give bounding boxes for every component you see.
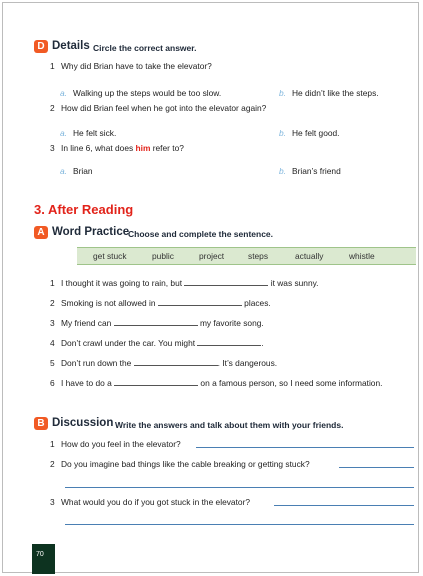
word-practice-instruction: Choose and complete the sentence. — [128, 229, 274, 239]
discussion-answer-line[interactable] — [65, 487, 414, 488]
answer-blank[interactable] — [184, 277, 268, 286]
highlighted-word: him — [135, 143, 151, 153]
word-practice-sentence-2: 2 Smoking is not allowed in places. — [50, 298, 271, 308]
details-q1-option-b[interactable]: b. He didn’t like the steps. — [279, 88, 379, 98]
details-q1-option-a[interactable]: a. Walking up the steps would be too slow. — [60, 88, 222, 98]
details-question-3: 3 In line 6, what does him refer to? — [50, 143, 184, 153]
word-practice-sentence-4: 4 Don’t crawl under the car. You might . — [50, 338, 264, 348]
answer-blank[interactable] — [197, 337, 261, 346]
details-q3-option-b[interactable]: b. Brian’s friend — [279, 166, 341, 176]
answer-blank[interactable] — [114, 317, 198, 326]
details-question-2: 2 How did Brian feel when he got into the elevator again? — [50, 103, 267, 113]
discussion-question-1: 1 How do you feel in the elevator? — [50, 439, 181, 449]
answer-blank[interactable] — [134, 357, 218, 366]
details-q3-option-a[interactable]: a. Brian — [60, 166, 93, 176]
page-number: 70 — [32, 544, 55, 574]
discussion-answer-line[interactable] — [339, 467, 414, 468]
details-q2-option-a[interactable]: a. He felt sick. — [60, 128, 117, 138]
details-q2-option-b[interactable]: b. He felt good. — [279, 128, 340, 138]
word-practice-sentence-3: 3 My friend can my favorite song. — [50, 318, 264, 328]
word-bank — [77, 247, 416, 265]
word-practice-sentence-1: 1 I thought it was going to rain, but it was sunny. — [50, 278, 319, 288]
discussion-question-2: 2 Do you imagine bad things like the cable breaking or getting stuck? — [50, 459, 310, 469]
answer-blank[interactable] — [158, 297, 242, 306]
discussion-answer-line[interactable] — [274, 505, 414, 506]
word-bank-item: project — [199, 251, 225, 261]
discussion-answer-line[interactable] — [196, 447, 414, 448]
word-practice-sentence-5: 5 Don’t run down the . It’s dangerous. — [50, 358, 278, 368]
section-badge-a: A — [34, 226, 48, 239]
after-reading-heading: 3. After Reading — [34, 202, 134, 217]
discussion-answer-line[interactable] — [65, 524, 414, 525]
details-title: Details — [52, 40, 90, 52]
details-instruction: Circle the correct answer. — [93, 43, 197, 53]
word-bank-item: get stuck — [93, 251, 127, 261]
word-practice-sentence-6: 6 I have to do a on a famous person, so I need some information. — [50, 378, 383, 388]
discussion-question-3: 3 What would you do if you got stuck in the elevator? — [50, 497, 251, 507]
word-bank-item: whistle — [349, 251, 375, 261]
section-badge-d: D — [34, 40, 48, 53]
workbook-page — [2, 2, 419, 573]
answer-blank[interactable] — [114, 377, 198, 386]
section-badge-b: B — [34, 417, 48, 430]
word-bank-item: actually — [295, 251, 324, 261]
discussion-title: Discussion — [52, 417, 114, 429]
details-question-1: 1 Why did Brian have to take the elevator? — [50, 61, 212, 71]
word-practice-title: Word Practice — [52, 226, 130, 238]
word-bank-item: steps — [248, 251, 269, 261]
word-bank-item: public — [152, 251, 174, 261]
discussion-instruction: Write the answers and talk about them with your friends. — [115, 420, 344, 430]
